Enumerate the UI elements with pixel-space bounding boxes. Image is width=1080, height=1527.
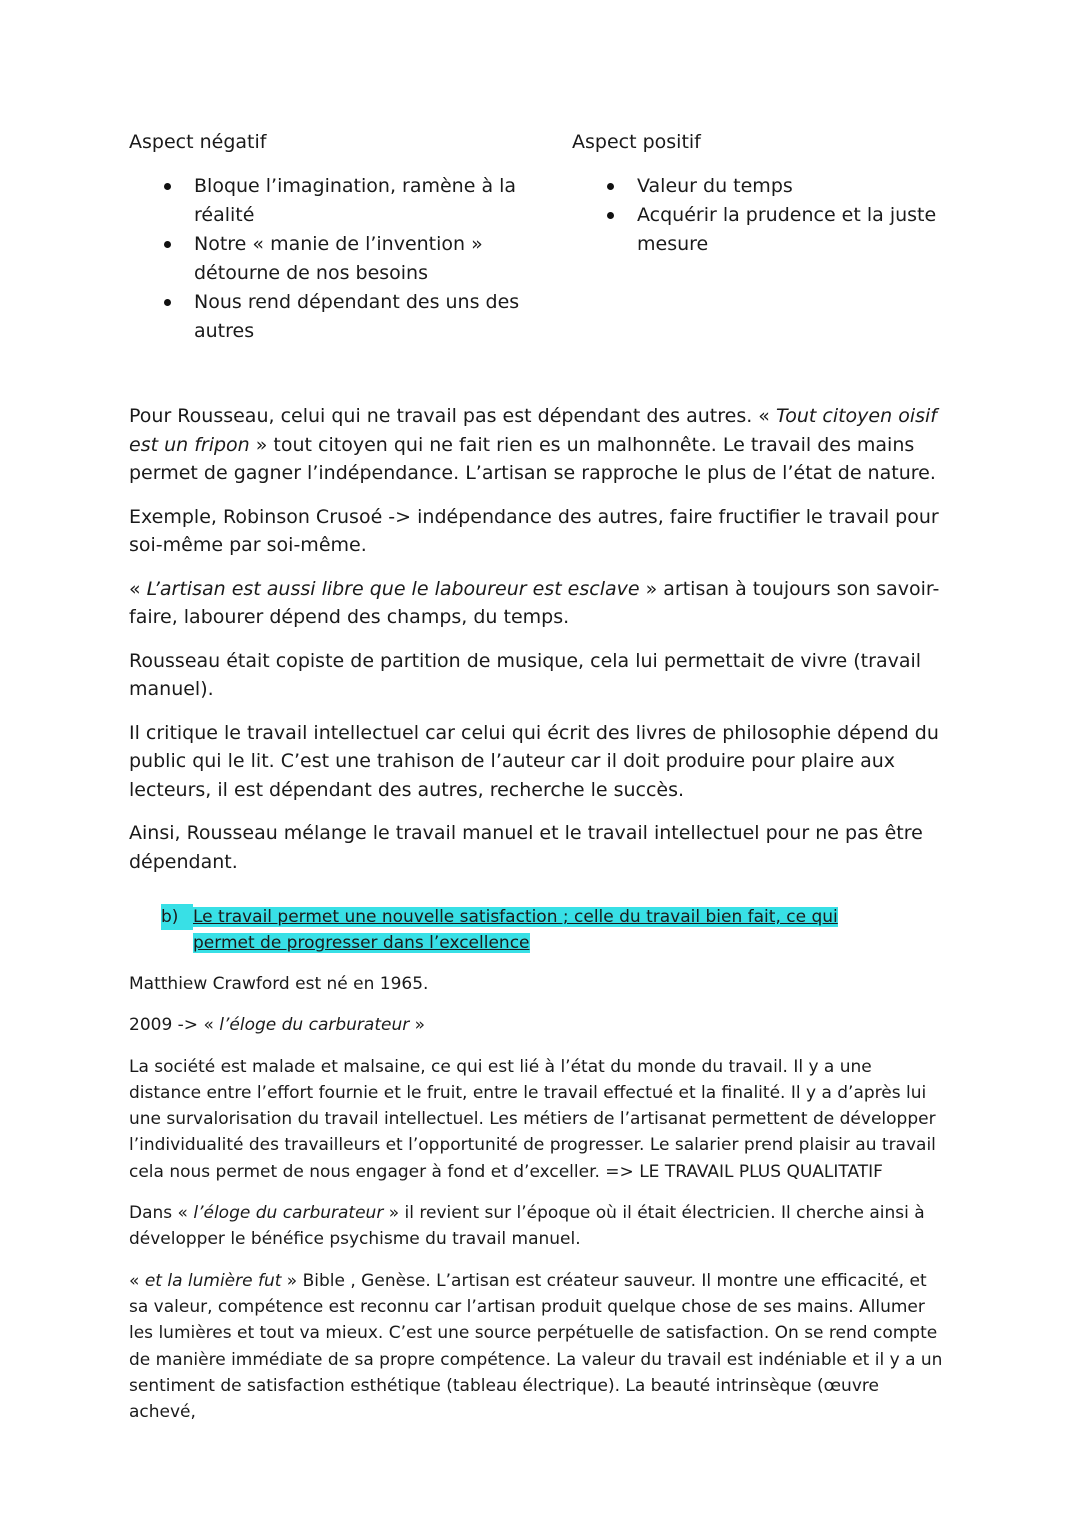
rousseau-section (129, 402, 959, 876)
paragraph: La société est malade et malsaine, ce qui est lié à l’état du monde du travail. Il y a une distance entre l’effort fournie et le fruit, entre le travail effectué et la finalité. Il y a d’après lui une survalorisation du travail intellectuel. Les métiers de l’artisanat permettent de développer l’individualité des travailleurs et l’opportunité de progresser. Le salarier prend plaisir au travail cela nous permet de nous engager à fond et d’exceller. => LE TRAVAIL PLUS QUALITATIF (129, 1056, 936, 1182)
list-item: Valeur du temps (572, 172, 942, 201)
paragraph: Exemple, Robinson Crusoé -> indépendance des autres, faire fructifier le travail pour soi-même par soi-même. (129, 505, 939, 556)
paragraph: Rousseau était copiste de partition de musique, cela lui permettait de vivre (travail manuel). (129, 649, 922, 700)
positive-aspect-title: Aspect positif (572, 131, 701, 153)
quote: et la lumière fut (144, 1270, 282, 1291)
paragraph: Matthiew Crawford est né en 1965. (129, 974, 429, 994)
list-item: Nous rend dépendant des uns des autres (129, 288, 539, 346)
quote: l’éloge du carburateur (219, 1015, 410, 1036)
paragraph: Dans « l’éloge du carburateur » il revient sur l’époque où il était électricien. Il cherche ainsi à développer le bénéfice psychisme du travail manuel. (129, 1203, 925, 1250)
paragraph: Ainsi, Rousseau mélange le travail manuel et le travail intellectuel pour ne pas être dépendant. (129, 822, 923, 873)
list-item: Notre « manie de l’invention » détourne de nos besoins (129, 230, 539, 288)
quote: Tout citoyen oisif est un fripon (129, 405, 937, 456)
quote: L’artisan est aussi libre que le laboureur est esclave (146, 577, 640, 600)
paragraph: Pour Rousseau, celui qui ne travail pas est dépendant des autres. « Tout citoyen oisif est un fripon » tout citoyen qui ne fait rien es un malhonnête. Le travail des mains permet de gagner l’indépendance. L’artisan se rapproche le plus de l’état de nature. (129, 405, 937, 484)
section-b-title: Le travail permet une nouvelle satisfaction ; celle du travail bien fait, ce qui permet de progresser dans l’excellence (193, 907, 838, 953)
paragraph: « L’artisan est aussi libre que le laboureur est esclave » artisan à toujours son savoir-faire, labourer dépend des champs, du temps. (129, 577, 940, 628)
negative-aspect-list (129, 172, 539, 346)
section-b-heading (161, 904, 901, 956)
list-item: Bloque l’imagination, ramène à la réalité (129, 172, 539, 230)
paragraph: « et la lumière fut » Bible , Genèse. L’artisan est créateur sauveur. Il montre une efficacité, et sa valeur, compétence est reconnu car l’artisan produit quelque chose de ses mains. Allumer les lumières et tout va mieux. C’est une source perpétuelle de satisfaction. On se rend compte de manière immédiate de sa propre compétence. La valeur du travail est indéniable et il y a un sentiment de satisfaction esthétique (tableau électrique). La beauté intrinsèque (œuvre achevé, (129, 1270, 943, 1423)
section-b-marker: b) (161, 904, 193, 930)
paragraph: Il critique le travail intellectuel car celui qui écrit des livres de philosophie dépend du public qui le lit. C’est une trahison de l’auteur car il doit produire pour plaire aux lecteurs, il est dépendant des autres, recherche le succès. (129, 721, 939, 801)
paragraph: 2009 -> « l’éloge du carburateur » (129, 1015, 426, 1036)
crawford-section (129, 971, 949, 1425)
positive-aspect-list (572, 172, 942, 259)
negative-aspect-title: Aspect négatif (129, 131, 267, 153)
list-item: Acquérir la prudence et la juste mesure (572, 201, 942, 259)
quote: l’éloge du carburateur (193, 1203, 384, 1224)
